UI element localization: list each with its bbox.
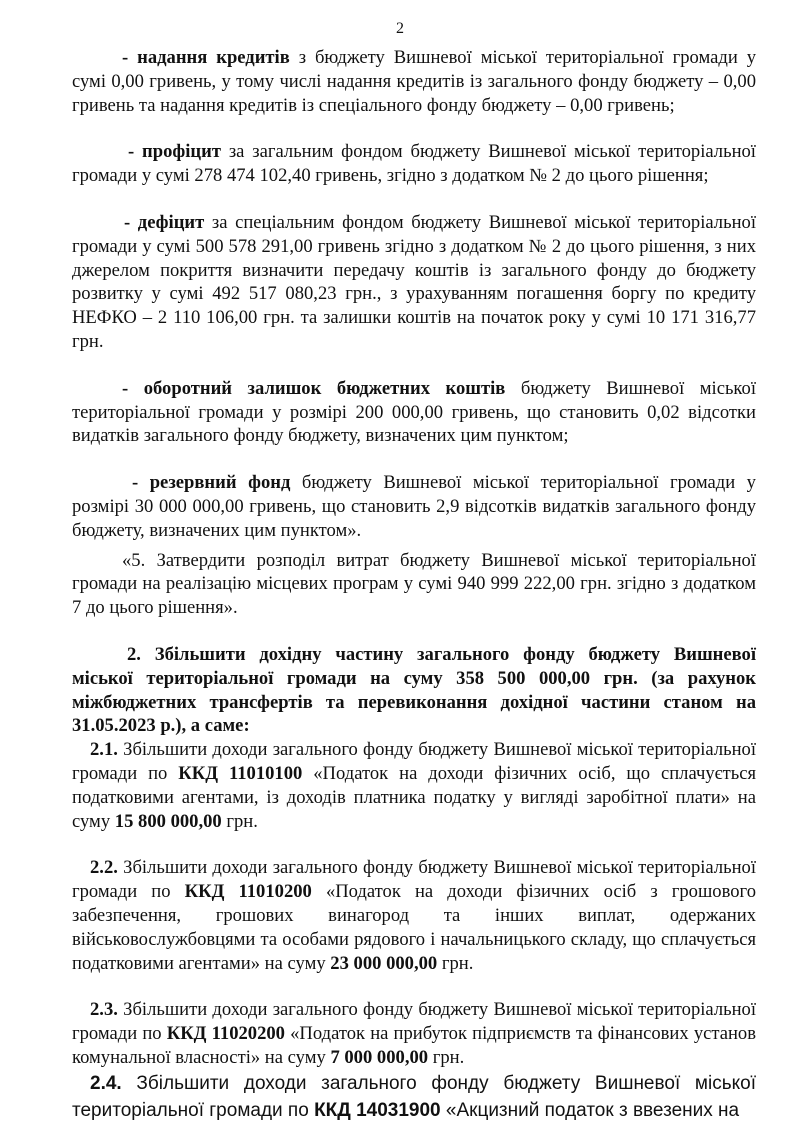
paragraph-text: Збільшити доходи загального фонду бюджету Вишневої міської територіальної громади по	[72, 999, 756, 1045]
paragraph-text: грн.	[437, 952, 474, 974]
revenue-code: ККД 14031900	[314, 1099, 441, 1121]
paragraph-text: грн.	[428, 1046, 465, 1068]
paragraph-deficit	[72, 211, 756, 354]
paragraph-surplus	[72, 140, 756, 188]
paragraph-item-2-2	[72, 856, 756, 975]
item-number: 2.4.	[90, 1072, 122, 1094]
paragraph-text: Збільшити доходи загального фонду бюджету Вишневої міської територіальної громади по	[72, 739, 756, 784]
item-number: 2.3.	[90, 999, 118, 1021]
term-surplus: - профіцит	[128, 141, 221, 163]
paragraph-credits	[72, 46, 756, 117]
amount: 7 000 000,00	[330, 1046, 429, 1068]
paragraph-text: з бюджету Вишневої міської територіальної громади у сумі 0,00 гривень, у тому числі надання кредитів із загального фонду бюджету – 0,00 гривень та надання кредитів із спеціального фонду бюджету – 0,00 гривень;	[72, 47, 756, 116]
amount: 15 800 000,00	[114, 810, 222, 832]
document-body	[72, 46, 756, 1124]
paragraph-item-2-1	[72, 738, 756, 833]
revenue-code: ККД 11020200	[166, 1023, 285, 1045]
paragraph-working-balance	[72, 377, 756, 448]
paragraph-text: грн.	[221, 810, 258, 832]
paragraph-text: за загальним фондом бюджету Вишневої міської територіальної громади у сумі 278 474 102,40 гривень, згідно з додатком № 2 до цього рішення;	[72, 141, 756, 187]
revenue-code: ККД 11010100	[178, 762, 303, 784]
paragraph-item-2-3	[72, 998, 756, 1069]
item-number: 2.1.	[90, 739, 118, 761]
term-credits: - надання кредитів	[122, 47, 290, 68]
paragraph-item-2-4	[72, 1070, 756, 1124]
paragraph-reserve-fund	[72, 471, 756, 542]
paragraph-item-2: 2. Збільшити дохідну частину загального фонду бюджету Вишневої міської територіальної громади на суму 358 500 000,00 грн. (за рахунок міжбюджетних трансфертів та перевиконання дохідної частини станом на 31.05.2023 р.), а саме:	[72, 643, 756, 737]
paragraph-text: бюджету Вишневої міської територіальної громади у розмірі 200 000,00 гривень, що становить 0,02 відсотки видатків загального фонду бюджету, визначених цим пунктом;	[72, 377, 756, 447]
term-working-balance: - оборотний залишок бюджетних коштів	[122, 377, 506, 399]
paragraph-text: за спеціальним фондом бюджету Вишневої міської територіальної громади у сумі 500 578 291,00 гривень згідно з додатком № 2 до цього рішення, з них джерелом покриття визначити передачу коштів із загального фонду до бюджету розвитку у сумі 492 517 080,23 грн., з урахуванням погашення боргу по кредиту НЕФКО – 2 110 106,00 грн. та залишки коштів на початок року у сумі 10 171 316,77 грн.	[72, 211, 756, 352]
item-number: 2.2.	[90, 857, 118, 879]
paragraph-text: Збільшити доходи загального фонду бюджету Вишневої міської територіальної громади по	[72, 1072, 756, 1121]
paragraph-text: «Податок на прибуток підприємств та фінансових установ комунальної власності» на суму	[72, 1023, 757, 1068]
page-number: 2	[396, 20, 404, 37]
amount: 23 000 000,00	[330, 952, 438, 974]
paragraph-text: «Податок на доходи фізичних осіб, що сплачується податковими агентами, із доходів платника податку у вигляді заробітної плати» на суму	[72, 762, 757, 832]
term-deficit: - дефіцит	[124, 211, 205, 233]
paragraph-text: «Акцизний податок з ввезених на	[440, 1099, 740, 1121]
paragraph-text: «Податок на доходи фізичних осіб з грошового забезпечення, грошових винагород та інших виплат, одержаних військовослужбовцями та особами рядового і начальницького складу, що сплачується податковими агентами» на суму	[72, 881, 757, 974]
paragraph-text: Збільшити доходи загального фонду бюджету Вишневої міської територіальної громади по	[72, 857, 756, 903]
term-reserve-fund: - резервний фонд	[132, 472, 291, 494]
paragraph-text: бюджету Вишневої міської територіальної громади у розмірі 30 000 000,00 гривень, що становить 2,9 відсотків видатків загального фонду бюджету, визначених цим пунктом».	[72, 472, 756, 541]
revenue-code: ККД 11010200	[184, 881, 312, 903]
paragraph-item-5: «5. Затвердити розподіл витрат бюджету Вишневої міської територіальної громади на реалізацію місцевих програм у сумі 940 999 222,00 грн. згідно з додатком 7 до цього рішення».	[72, 549, 756, 619]
